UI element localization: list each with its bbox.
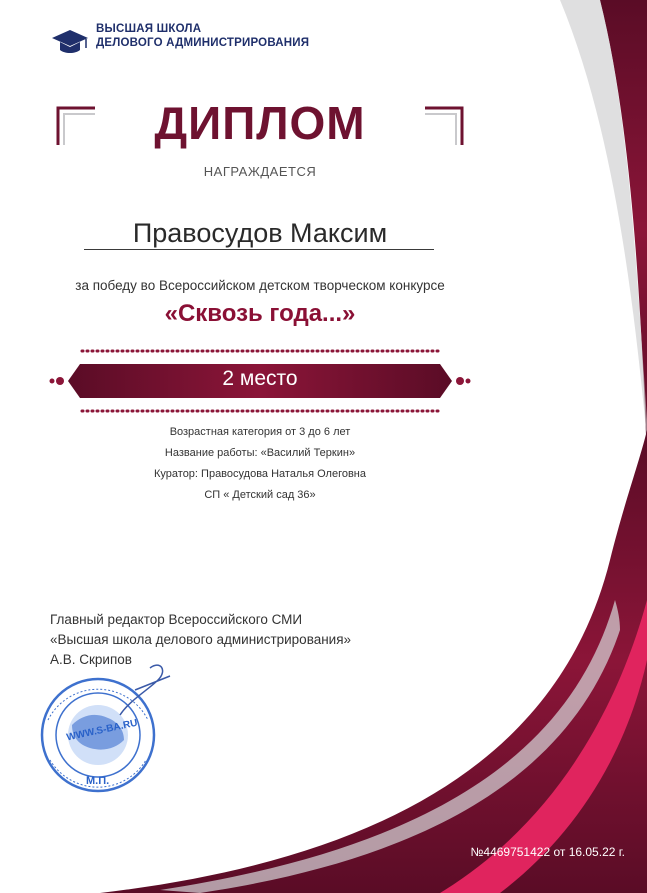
- name-underline: [84, 249, 434, 250]
- signature-block: [50, 610, 351, 670]
- place-label: 2 место: [222, 367, 298, 390]
- editor-organization: «Высшая школа делового администрирования»: [50, 632, 352, 647]
- detail-work-title: Название работы: «Василий Теркин»: [164, 447, 356, 459]
- stamp-mp: М.П.: [86, 775, 110, 787]
- contest-title: «Сквозь года...»: [164, 300, 356, 327]
- diploma-title: ДИПЛОМ: [154, 97, 366, 149]
- editor-title: Главный редактор Всероссийского СМИ: [50, 612, 303, 627]
- details-block: [0, 422, 520, 506]
- stamp-url: WWW.S-BA.RU: [65, 717, 139, 744]
- logo-line-1: ВЫСШАЯ ШКОЛА: [96, 23, 202, 35]
- detail-organization: СП « Детский сад 36»: [204, 489, 316, 501]
- graduation-cap-icon: [52, 30, 88, 53]
- recipient-name: Правосудов Максим: [132, 218, 388, 248]
- signature: [120, 665, 170, 715]
- award-reason: за победу во Всероссийском детском творческом конкурсе: [75, 278, 445, 293]
- logo-text: [96, 22, 309, 50]
- awarded-label: НАГРАЖДАЕТСЯ: [203, 164, 317, 179]
- editor-name: А.В. Скрипов: [50, 652, 132, 667]
- document-number: №4469751422 от 16.05.22 г.: [470, 845, 625, 859]
- logo-line-2: ДЕЛОВОГО АДМИНИСТРИРОВАНИЯ: [96, 37, 310, 49]
- detail-curator: Куратор: Правосудова Наталья Олеговна: [154, 468, 366, 480]
- detail-age-category: Возрастная категория от 3 до 6 лет: [169, 426, 351, 438]
